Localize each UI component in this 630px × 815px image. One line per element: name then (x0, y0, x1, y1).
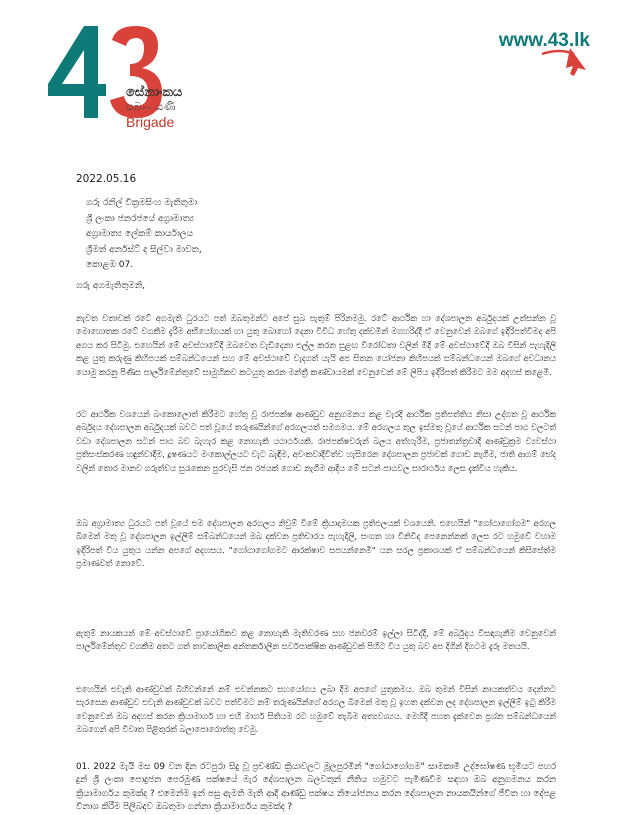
recipient-street: ශ්‍රීමත් අර්නස්ට් ද සිල්වා මාවත, (86, 244, 202, 255)
logo-tamil-title: පබ෴ යණි (126, 99, 176, 113)
paragraph-3: ඔබ අග්‍රාමාත්‍ය ධුරයට පත් වූයේ එම දේශපාලන අරගලය නිවුම් වීමේ ක්‍රියාදාමයක ප්‍රතිඵලයක් වශයෙනි. එහෙයින් "ගෝඨාගෝගම" අරගල බිමෙන් මතු වූ දේශපාලන ඉල්ලීම් සම්බන්ධයෙන් ඔබ දක්වන ප්‍රතිචාරය පැහැදිලි, සංගත හා විනිවිද පෙනෙන්නක් ලෙස රට හමුවේ වහාම ඉදිරිපත් විය යුතුය යන්න අපගේ අදහසය. "ගෝඨාගෝගමට ආරක්ෂාව සපයන්නෙමි" යන සරල ප්‍රකාශයක් ඒ සම්බන්ධයෙන් කිසිසේත්ම ප්‍රමාණවත් නොවේ. (76, 518, 556, 569)
cursor-arrow-icon (540, 46, 590, 76)
paragraph-6: 01. 2022 මැයි මස 09 වන දින රටපුරා සිදු වූ ප්‍රචණ්ඩ ක්‍රියාවලට මූලපුරමින් "ගෝඨාගෝගම" සාමකාමී උද්ඝෝෂණ භූමියට පහර දුන් ශ්‍රී ලංකා පොදුජන පෙරමුණ පක්ෂයේ මැර දේශපාලන බලවතුන් නීතිය හමුවට පැමිණවීම සඳහා ඔබ අනුගමනය කරන ක්‍රියාමාර්ගය කුමක්ද ? එමෙන්ම ඉන් පසු ඇමති මැති ආදී ආණ්ඩු පක්ෂය නියෝජනය කරන දේශපාලන නායකයින්ගේ ජීවිත හා දේපළ විනාශ කිරීම පිලිබඳව ඔබතුමා ගන්නා ක්‍රියාමාර්ගය කුමක්ද ? (76, 762, 556, 813)
recipient-name: ගරු රනිල් වික්‍රමසිංහ මැතිතුමා (86, 198, 198, 208)
recipient-title: ශ්‍රී ලංකා ජනරජයේ අග්‍රාමාත්‍ය (86, 213, 195, 224)
recipient-office: අග්‍රාමාත්‍ය ලේකම් කාර්යාලය (86, 229, 194, 239)
salutation: ගරු අගමැතිතුමනි, (76, 281, 146, 291)
recipient-city: කොළඹ 07. (86, 260, 134, 270)
recipient-address (86, 196, 202, 274)
letter-date: 2022.05.16 (76, 173, 137, 185)
website-label: www.43.lk (498, 30, 590, 51)
paragraph-4: ඇතුම් නායකයන් මේ අවස්ථාවේ ප්‍රායෝගිකව කළ නොහැකි මැතිවරණ සහ ජනවරම් ඉල්ලා සිටිද්දී, මේ අර්බුදය විසඳාගැනීම වෙනුවෙන් පාර්ලිමේන්තුව වගකීම අතට ගත් තාවකාලික අන්තර්කාලීන සර්වපාක්ෂික ආණ්ඩුවක් පිහිට විය යුතු බව අප දිගින් දිගටම දැරූ මතයයි. (76, 628, 556, 652)
paragraph-5: එහෙයින් එවැනි ආණ්ඩුවක් බිහිවන්නේ නම් එවන්නකට සහයෝගය ලබා දීම අපගේ යුතුකමය. ඔබ තුමන් විසින් නායකත්වය දෙන්නට සැරසෙන ආණ්ඩුව එවැනි ආණ්ඩුවක් බවට පත්වීමට නම් තරුණයින්ගේ අරගල බිමෙන් මතු වූ ඉහත දක්වන ලද දේශපාලන ඉල්ලීම් ඉටු කිරීම වෙනුවෙන් ඔබ අදහස් කරන ක්‍රියාමාර්ග හා එහි මාර්ග සිතියම රට හමුවේ තැබීම අත්‍යවශ්‍යය. මෙහිදී පහත දැක්වෙන ප්‍රශ්න සම්බන්ධයෙන් ඔබගෙන් අපි විවෘත පිළිතුරක් බලාපොරොත්තු වෙමු. (76, 684, 556, 735)
logo-sinhala-title: සේනාංකය (126, 85, 183, 100)
logo-english-title: Brigade (126, 113, 175, 130)
paragraph-2: රට ආර්ථික වශයෙන් බංකොලොත් කිරීමට හේතු වූ රාජපක්ෂ ආණ්ඩුව අනුගමනය කළ වැරදි ආර්ථික ප්‍රතිපත්තිය නිසා උද්ගත වූ ආර්ථික අර්බුදය දේශපාලන අර්බුදයක් බවට පත් වූයේ තරුණයින්ගේ අරගලයත් සමගමය. මේ අරගලය තුල ඉස්මතු වූයේ ආර්ථික සටන් පාඨ වලටත් වඩා දේශපාලන සටන් පාඨ බව බැහැර කළ නොහැකි යථාර්ථයකි. රාජපක්ෂවරුන් බලය අත්හැරීම, ප්‍රජාතන්ත්‍රවාදී ආණ්ඩුක්‍රම ව්‍යවස්ථා ප්‍රතිසංස්කරණ හඳුන්වාදීම, දූෂණයට මංකොල්ලයට වැට බැඳීම, අවංකවාදීවිත්ව හැසිරෙන දේශපාලන ප්‍රජාවක් ගොඩ නැගීම, ජාති ආගම් භේද වලින් තොර මානව ගරුත්වය සුරැකෙන පුරවැසි ජන රජයක් ගොඩ නැගීම ආදිය මේ සටන් පාඨවල සාරාර්ථය ලෙස දැක්විය හැකිය. (76, 409, 556, 473)
paragraph-1: නැවත වතාවක් රටේ අගමැති ධුරයට පත් ඔබතුමන්ට අපේ සුබ පැතුම් පිරිනමමු. රටේ ආර්ථික හා දේශපාලන අර්බුදයක් උත්සන්න වූ මොහොතක රටේ වගකීම දැරීම අභියෝගයක් හා යුතු බොහෝ දෙනා විවිධ හේතු දක්වමින් මගහරිද්දී ඒ වෙනුවෙන් ඔබගේ ඉදිරිපත්වීමද අපි අගය කර සිටිමු. එහෙයින් මේ අවස්ථාවේදී ඔබවෙත වැඩිදෙනා එල්ල කරන සුළඟ විරෝධතා වලින් මිදී මේ අවස්ථාවේදී ඔබ විසින් පැහැදිලි කළ යුතු කරුණු කිහිපයක් සම්බන්ධයෙන් සහ මේ අවස්ථාවේ වැදගත් යැයි අප සිතන යෝජනා කිහිපයක් සම්බන්ධයෙන් ඔබගේ අවධානය යොමු කරනු පිණිස පාර්ලිමේන්තුවේ සාමුහිකව කටයුතු කරන මන්ත්‍රී කණ්ඩායමක් වෙනුවෙන් මේ ලිපිය ඉදිරිපත් කිරීමට මම අදහස් කළෙමි. (76, 313, 556, 377)
brigade-logo (40, 14, 210, 134)
